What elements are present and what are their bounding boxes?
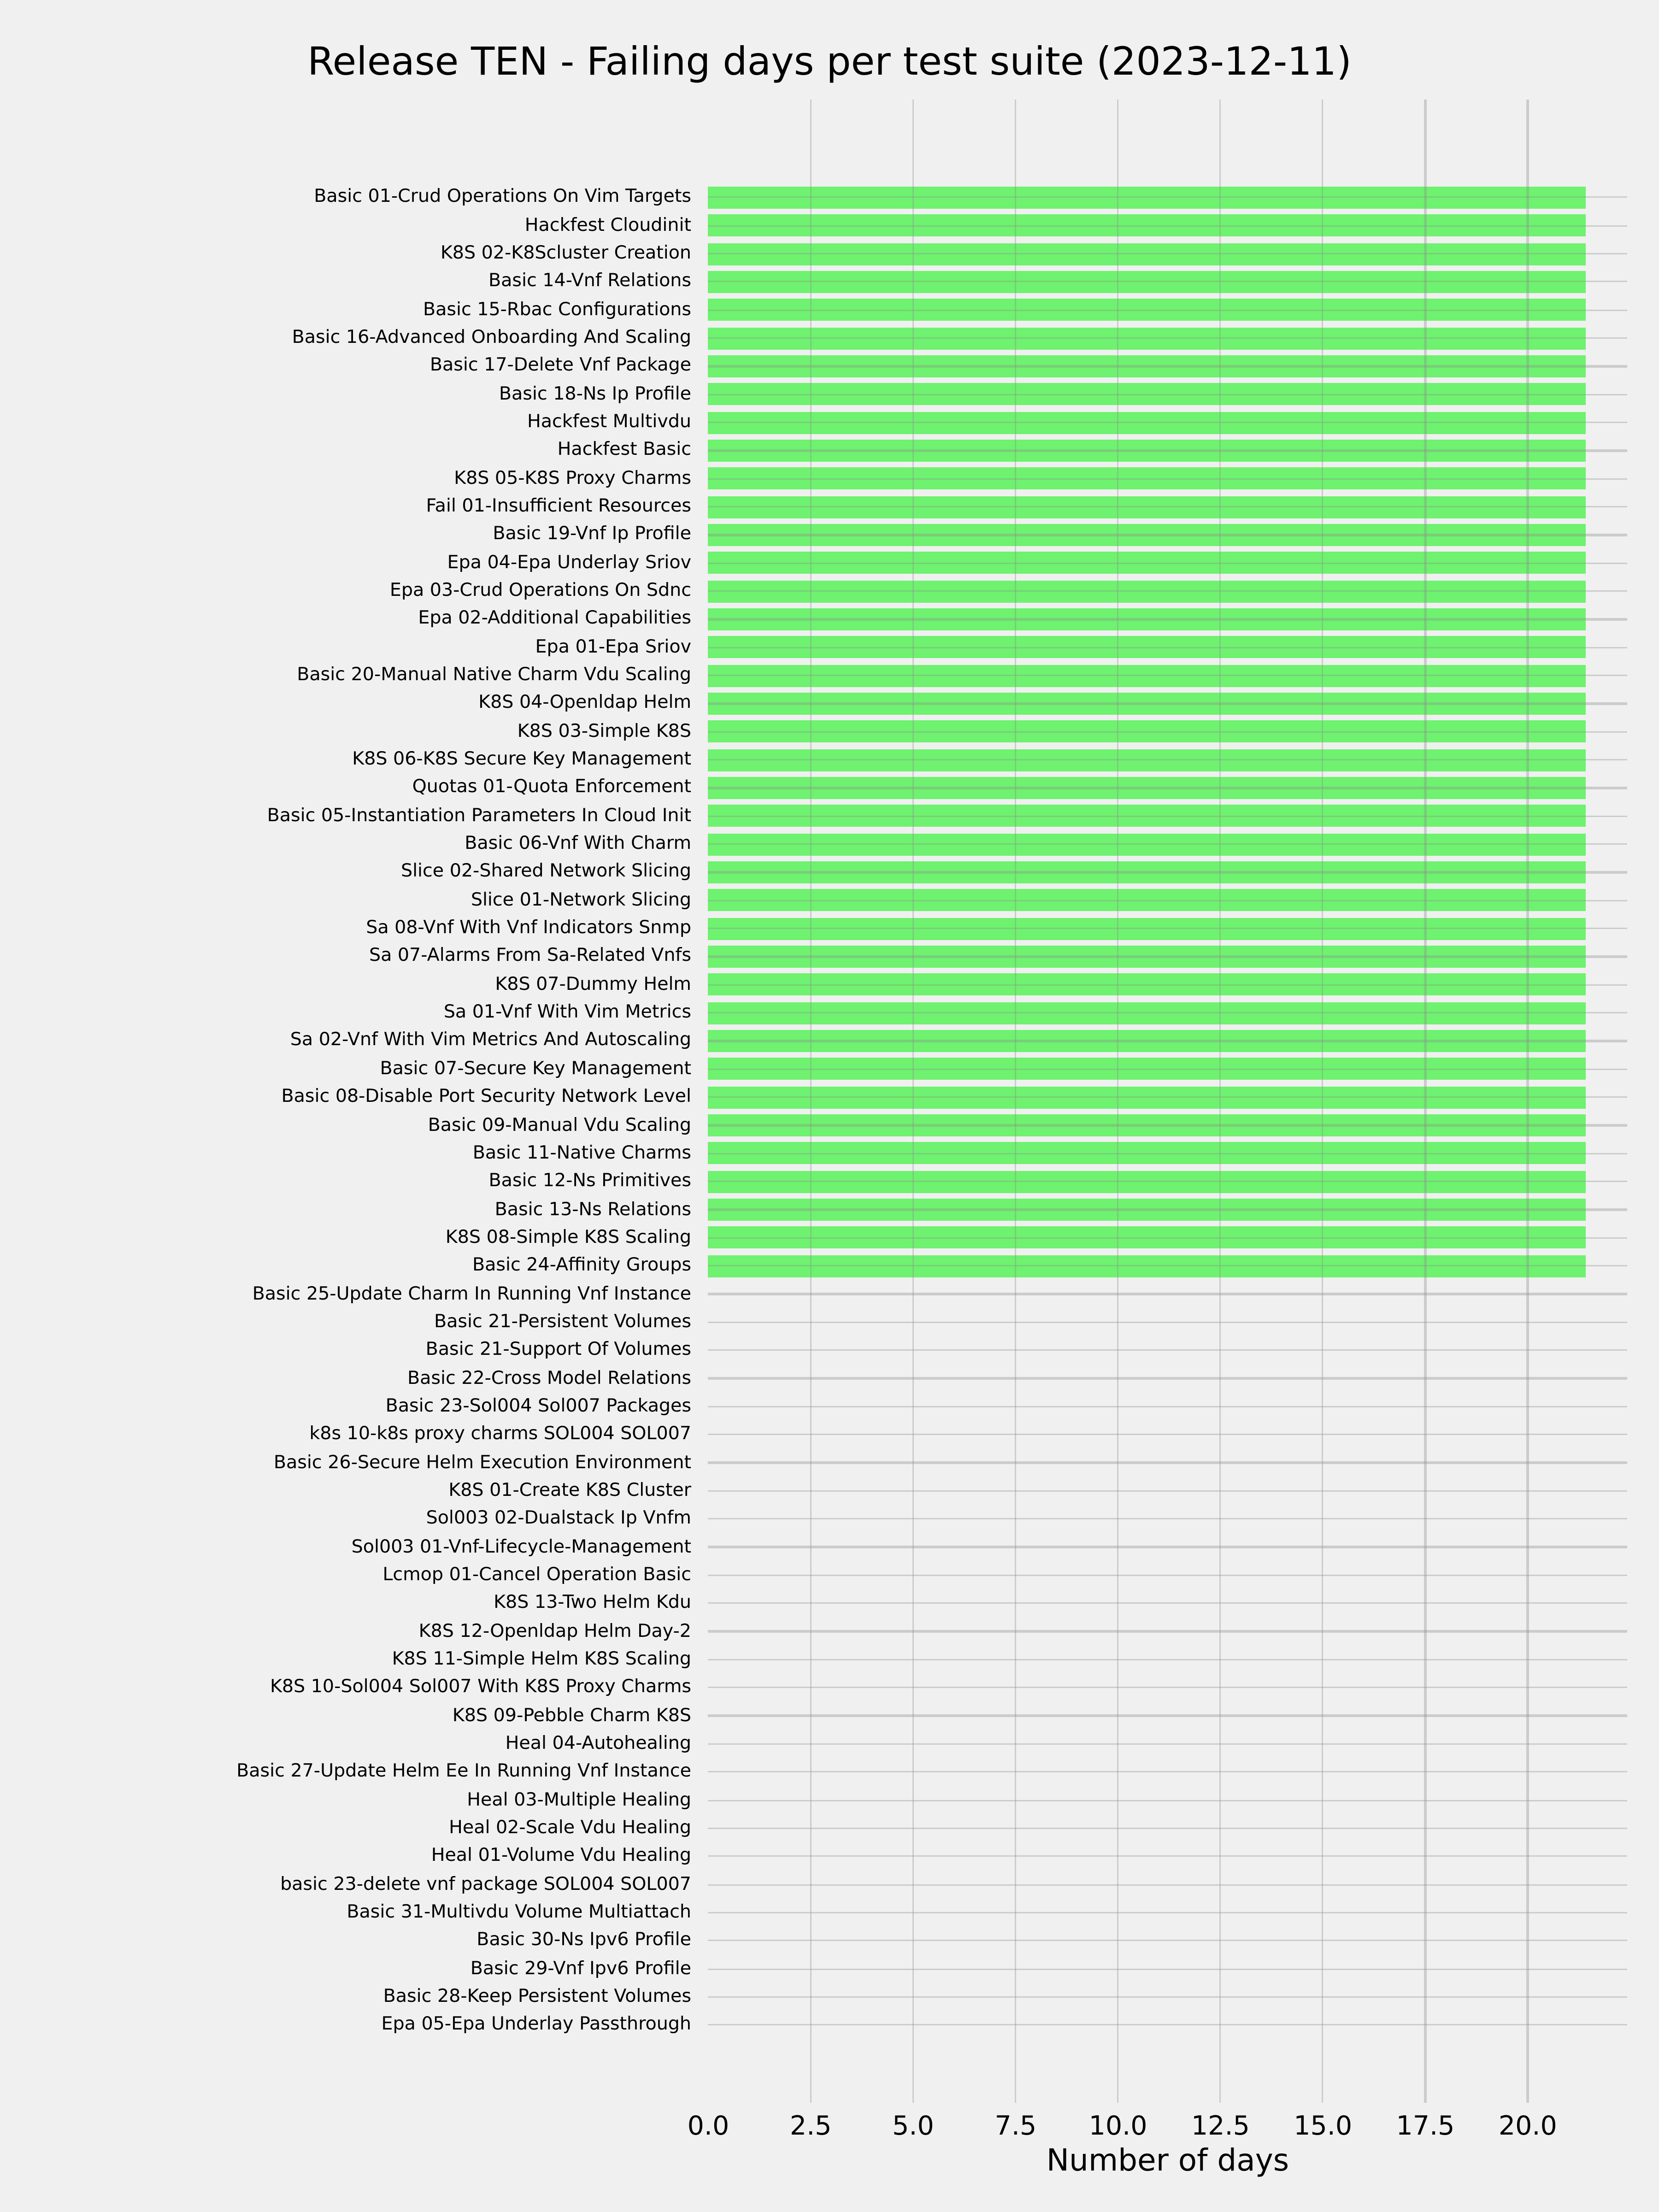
y-axis-label: Sa 08-Vnf With Vnf Indicators Snmp xyxy=(366,918,691,939)
y-axis-label: Epa 04-Epa Underlay Sriov xyxy=(447,553,691,574)
y-axis-label: Basic 23-Sol004 Sol007 Packages xyxy=(385,1396,691,1417)
y-axis-label: Basic 25-Update Charm In Running Vnf Instance xyxy=(252,1283,691,1305)
y-axis-label: Basic 07-Secure Key Management xyxy=(380,1059,691,1080)
y-axis-label: K8S 03-Simple K8S xyxy=(517,721,691,742)
y-axis-label: Heal 04-Autohealing xyxy=(505,1733,691,1754)
x-gridline xyxy=(1015,99,1017,2103)
x-tick-label: 7.5 xyxy=(994,2111,1037,2141)
y-axis-label: Basic 12-Ns Primitives xyxy=(488,1171,691,1192)
y-axis-label: Hackfest Cloudinit xyxy=(524,215,691,236)
y-axis-label: K8S 02-K8Scluster Creation xyxy=(440,243,691,265)
y-axis-label: Slice 02-Shared Network Slicing xyxy=(400,862,691,883)
y-axis-label: Basic 13-Ns Relations xyxy=(494,1199,691,1220)
x-tick-label: 12.5 xyxy=(1191,2111,1250,2141)
y-axis-label: basic 23-delete vnf package SOL004 SOL007 xyxy=(280,1874,691,1895)
y-axis-label: Basic 26-Secure Helm Execution Environment xyxy=(273,1452,691,1473)
y-axis-label: Basic 16-Advanced Onboarding And Scaling xyxy=(292,328,691,349)
y-axis-label: K8S 01-Create K8S Cluster xyxy=(448,1480,691,1501)
x-gridline xyxy=(1527,99,1529,2103)
x-gridline xyxy=(1424,99,1426,2103)
x-tick-label: 5.0 xyxy=(892,2111,934,2141)
y-axis-label: Fail 01-Insufficient Resources xyxy=(426,496,691,518)
y-axis-label: K8S 08-Simple K8S Scaling xyxy=(445,1227,691,1248)
y-axis-label: Basic 31-Multivdu Volume Multiattach xyxy=(347,1902,691,1923)
y-axis-label: Basic 22-Cross Model Relations xyxy=(407,1368,691,1389)
chart-title: Release TEN - Failing days per test suite (2023-12-11) xyxy=(307,39,1352,84)
y-axis-label: K8S 05-K8S Proxy Charms xyxy=(454,468,691,489)
y-axis-label: Basic 09-Manual Vdu Scaling xyxy=(428,1115,691,1136)
y-axis-label: Basic 27-Update Helm Ee In Running Vnf Instance xyxy=(236,1761,691,1783)
y-axis-label: Basic 21-Support Of Volumes xyxy=(425,1340,691,1361)
y-axis-label: K8S 07-Dummy Helm xyxy=(495,974,691,995)
y-axis-label: Sa 01-Vnf With Vim Metrics xyxy=(443,1002,691,1024)
y-axis-label: K8S 09-Pebble Charm K8S xyxy=(452,1705,691,1726)
y-axis-label: Sol003 02-Dualstack Ip Vnfm xyxy=(426,1508,691,1530)
y-axis-label: Basic 06-Vnf With Charm xyxy=(465,834,691,855)
y-axis-label: Basic 05-Instantiation Parameters In Cloud Init xyxy=(267,806,691,827)
y-axis-label: K8S 12-Openldap Helm Day-2 xyxy=(418,1621,691,1642)
x-axis-label: Number of days xyxy=(1046,2144,1289,2179)
y-axis-label: Epa 05-Epa Underlay Passthrough xyxy=(381,2014,691,2036)
y-axis-label: Heal 02-Scale Vdu Healing xyxy=(449,1818,691,1839)
x-tick-label: 0.0 xyxy=(687,2111,729,2141)
x-tick-label: 15.0 xyxy=(1294,2111,1353,2141)
y-axis-label: Basic 20-Manual Native Charm Vdu Scaling xyxy=(297,665,691,686)
x-tick-label: 10.0 xyxy=(1088,2111,1147,2141)
y-axis-label: Basic 24-Affinity Groups xyxy=(472,1255,691,1277)
y-axis-label: Slice 01-Network Slicing xyxy=(471,890,691,911)
y-axis-label: Hackfest Multivdu xyxy=(527,412,691,433)
y-axis-label: Sa 07-Alarms From Sa-Related Vnfs xyxy=(369,946,691,967)
y-axis-label: Basic 21-Persistent Volumes xyxy=(434,1312,691,1333)
y-axis-label: Heal 03-Multiple Healing xyxy=(467,1789,691,1811)
y-axis-label: Basic 30-Ns Ipv6 Profile xyxy=(477,1930,691,1951)
y-axis-label: Basic 29-Vnf Ipv6 Profile xyxy=(470,1958,691,1979)
y-axis-label: Hackfest Basic xyxy=(557,440,691,461)
y-axis-label: K8S 10-Sol004 Sol007 With K8S Proxy Charms xyxy=(270,1677,691,1698)
plot-area xyxy=(708,99,1627,2103)
y-axis-label: Quotas 01-Quota Enforcement xyxy=(412,777,691,799)
x-tick-label: 17.5 xyxy=(1396,2111,1455,2141)
y-axis-label: Epa 03-Crud Operations On Sdnc xyxy=(389,581,691,602)
y-axis-label: K8S 11-Simple Helm K8S Scaling xyxy=(392,1649,691,1670)
x-gridline xyxy=(1117,99,1119,2103)
y-axis-label: Epa 02-Additional Capabilities xyxy=(418,609,691,630)
y-axis-label: Basic 11-Native Charms xyxy=(472,1143,691,1164)
x-gridline xyxy=(912,99,914,2103)
y-axis-label: Epa 01-Epa Sriov xyxy=(535,637,691,658)
x-gridline xyxy=(810,99,812,2103)
y-axis-label: Basic 14-Vnf Relations xyxy=(488,271,691,293)
y-axis-label: Lcmop 01-Cancel Operation Basic xyxy=(382,1565,691,1586)
y-axis-label: Basic 15-Rbac Configurations xyxy=(423,300,691,321)
y-axis-label: Sol003 01-Vnf-Lifecycle-Management xyxy=(351,1536,691,1558)
x-gridline xyxy=(1220,99,1222,2103)
y-axis-label: K8S 06-K8S Secure Key Management xyxy=(352,749,691,771)
y-axis-label: Basic 19-Vnf Ip Profile xyxy=(493,524,691,546)
y-axis-label: Heal 01-Volume Vdu Healing xyxy=(431,1846,691,1867)
y-axis-label: Basic 28-Keep Persistent Volumes xyxy=(383,1986,691,2007)
y-axis-label: Basic 18-Ns Ip Profile xyxy=(499,384,691,405)
x-gridline xyxy=(1322,99,1324,2103)
y-axis-label: Basic 08-Disable Port Security Network Level xyxy=(281,1087,691,1108)
x-tick-label: 2.5 xyxy=(789,2111,832,2141)
y-axis-label: Sa 02-Vnf With Vim Metrics And Autoscaling xyxy=(290,1030,691,1052)
x-tick-label: 20.0 xyxy=(1498,2111,1557,2141)
y-axis-label: K8S 04-Openldap Helm xyxy=(478,693,691,714)
y-axis-label: Basic 01-Crud Operations On Vim Targets xyxy=(314,187,691,208)
y-axis-label: k8s 10-k8s proxy charms SOL004 SOL007 xyxy=(309,1424,691,1445)
y-axis-label: Basic 17-Delete Vnf Package xyxy=(429,356,691,377)
y-axis-label: K8S 13-Two Helm Kdu xyxy=(494,1593,691,1614)
